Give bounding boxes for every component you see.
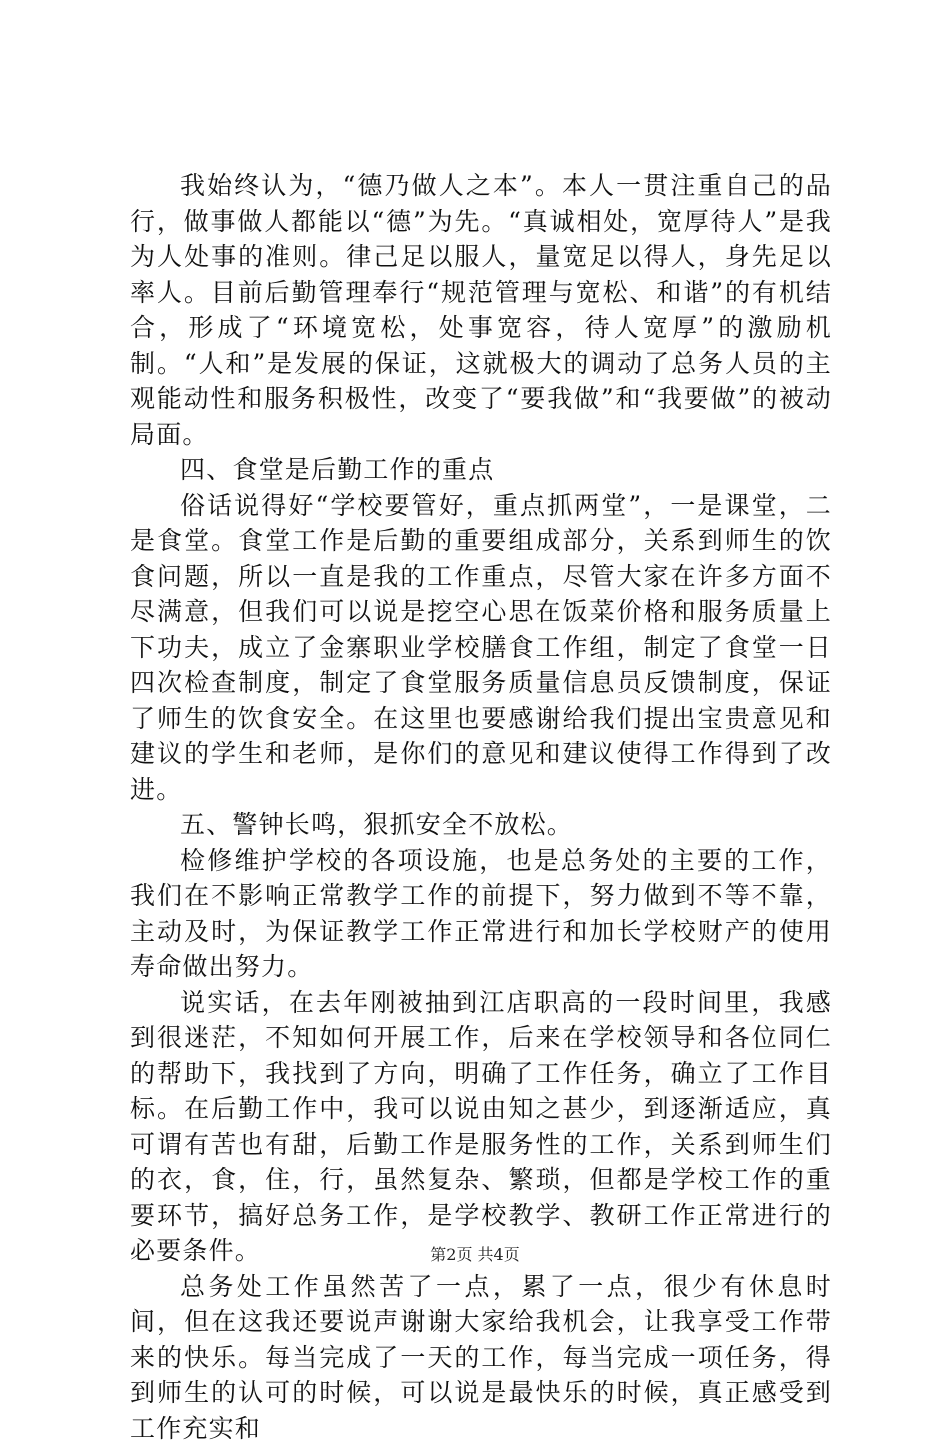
paragraph-maintenance: 检修维护学校的各项设施，也是总务处的主要的工作，我们在不影响正常教学工作的前提下，努力做到不等不靠，主动及时，为保证教学工作正常进行和加长学校财产的使用寿命做出努力。 xyxy=(130,843,832,985)
paragraph-canteen: 俗话说得好“学校要管好，重点抓两堂”，一是课堂，二是食堂。食堂工作是后勤的重要组成部分，关系到师生的饮食问题，所以一直是我的工作重点，尽管大家在许多方面不尽满意，但我们可以说是挖空心思在饭菜价格和服务质量上下功夫，成立了金寨职业学校膳食工作组，制定了食堂一日四次检查制度，制定了食堂服务质量信息员反馈制度，保证了师生的饮食安全。在这里也要感谢给我们提出宝贵意见和建议的学生和老师，是你们的意见和建议使得工作得到了改进。 xyxy=(130,488,832,808)
paragraph-gratitude: 总务处工作虽然苦了一点，累了一点，很少有休息时间，但在这我还要说声谢谢大家给我机会，让我享受工作带来的快乐。每当完成了一天的工作，每当完成一项任务，得到师生的认可的时候，可以说是最快乐的时候，真正感受到工作充实和 xyxy=(130,1269,832,1446)
section-heading-safety: 五、警钟长鸣，狠抓安全不放松。 xyxy=(130,807,832,843)
paragraph-experience: 说实话，在去年刚被抽到江店职高的一段时间里，我感到很迷茫，不知如何开展工作，后来在学校领导和各位同仁的帮助下，我找到了方向，明确了工作任务，确立了工作目标。在后勤工作中，我可以说由知之甚少，到逐渐适应，真可谓有苦也有甜，后勤工作是服务性的工作，关系到师生们的衣，食，住，行，虽然复杂、繁琐，但都是学校工作的重要环节，搞好总务工作，是学校教学、教研工作正常进行的必要条件。 xyxy=(130,985,832,1269)
section-heading-canteen: 四、食堂是后勤工作的重点 xyxy=(130,452,832,488)
paragraph-character: 我始终认为，“德乃做人之本”。本人一贯注重自己的品行，做事做人都能以“德”为先。“真诚相处，宽厚待人”是我为人处事的准则。律己足以服人，量宽足以得人，身先足以率人。目前后勤管理奉行“规范管理与宽松、和谐”的有机结合，形成了“环境宽松，处事宽容，待人宽厚”的激励机制。“人和”是发展的保证，这就极大的调动了总务人员的主观能动性和服务积极性，改变了“要我做”和“我要做”的被动局面。 xyxy=(130,168,832,452)
page-number-footer: 第2页 共4页 xyxy=(0,1242,950,1265)
